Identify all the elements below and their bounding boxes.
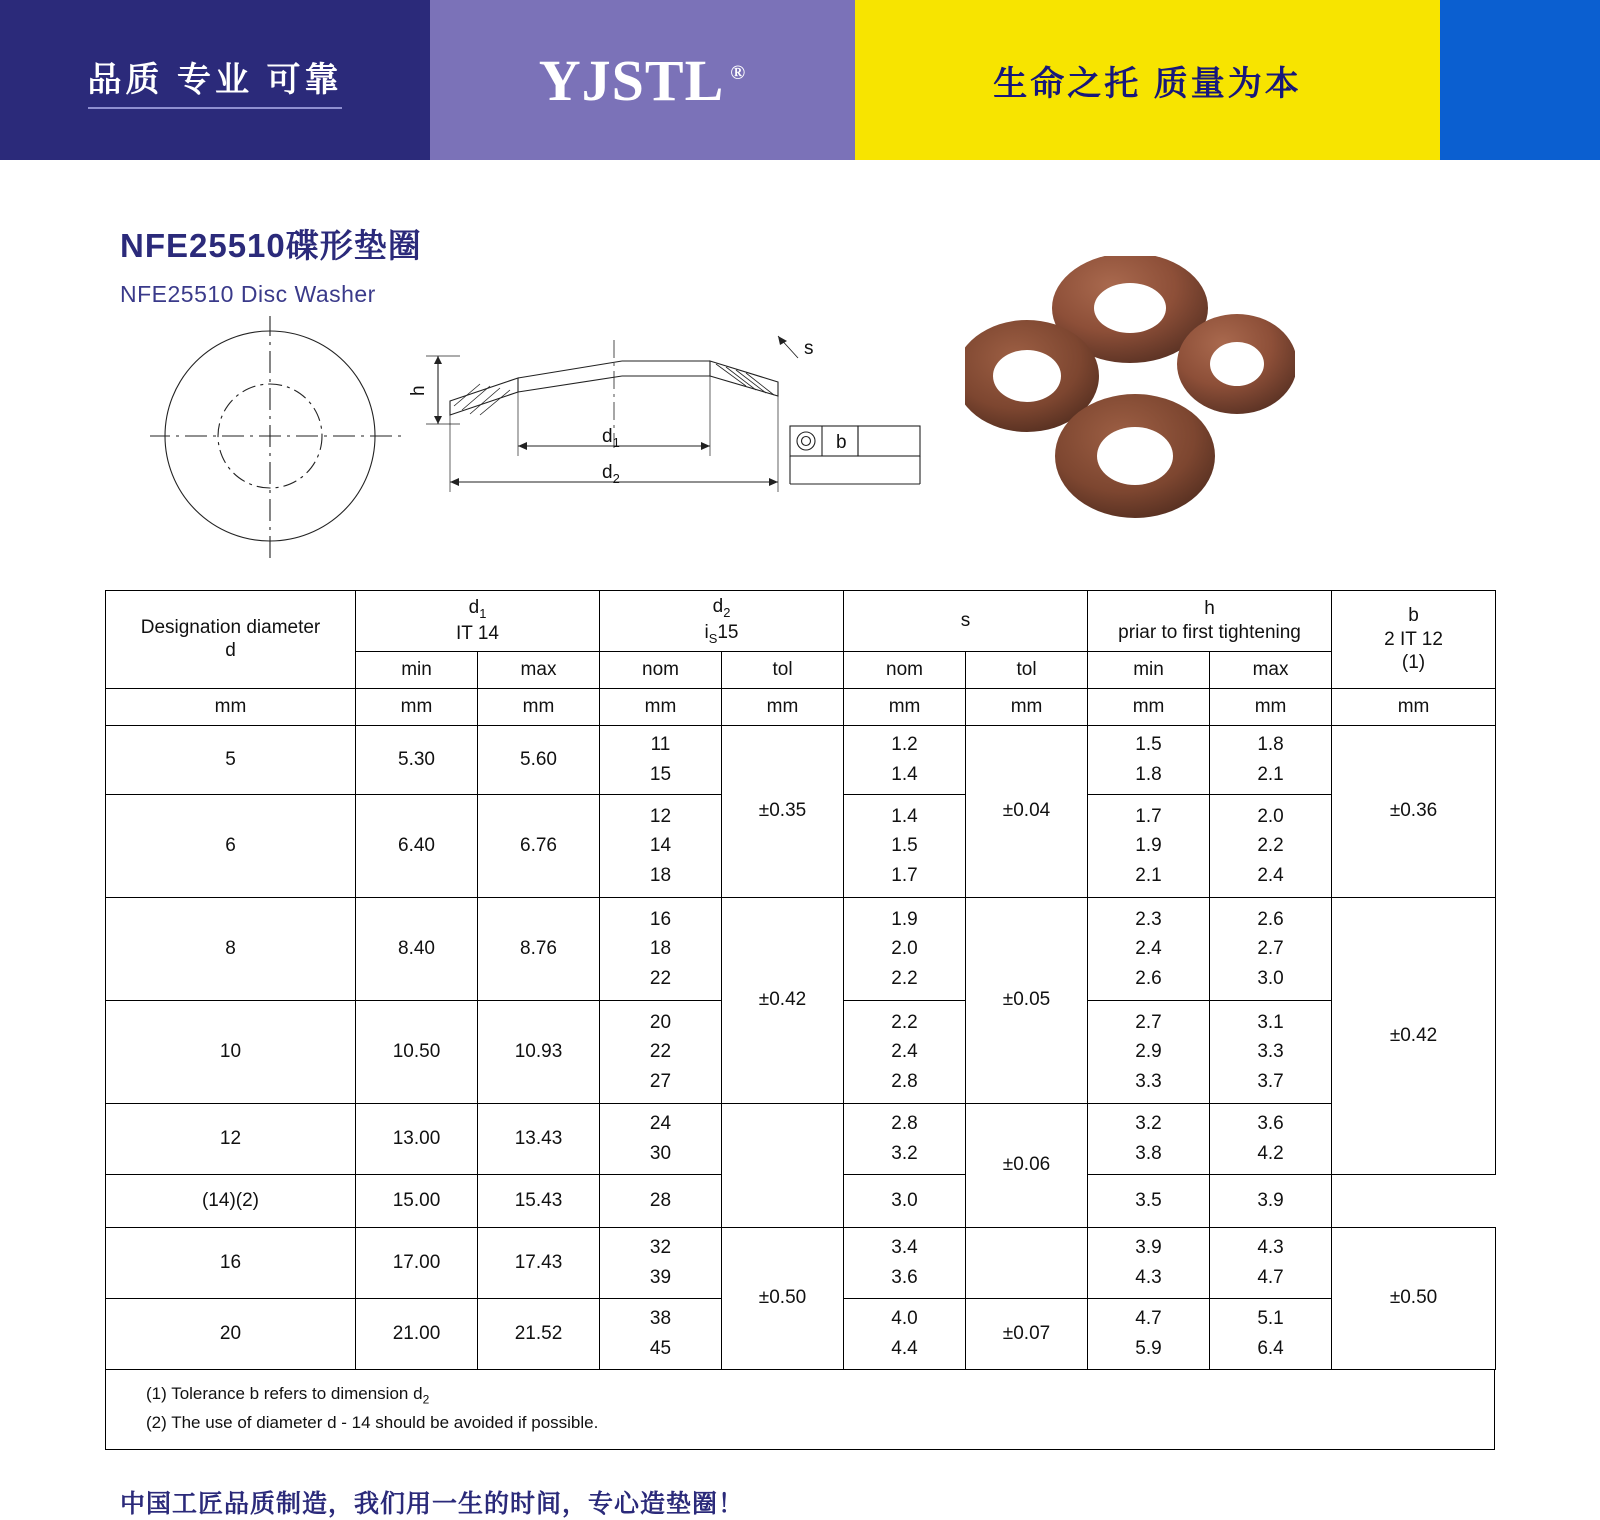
- cell-d: 6: [106, 794, 356, 897]
- cell-d1-min: 8.40: [356, 897, 478, 1000]
- unit-d1-max: mm: [478, 688, 600, 725]
- cell-d1-min: 17.00: [356, 1227, 478, 1298]
- cell-h-min: 1.5 1.8: [1088, 725, 1210, 794]
- cell-d: 12: [106, 1103, 356, 1174]
- brand-logo-text: YJSTL: [538, 47, 725, 113]
- th-d1-min: min: [356, 651, 478, 688]
- unit-h-min: mm: [1088, 688, 1210, 725]
- title-block: [0, 160, 1600, 308]
- cell-s-tol: ±0.07: [966, 1298, 1088, 1369]
- product-photo: [965, 256, 1295, 586]
- table-row: [106, 1227, 1496, 1298]
- header-blue-block: [1440, 0, 1600, 160]
- th-s-tol: tol: [966, 651, 1088, 688]
- header-right-panel: [855, 0, 1440, 160]
- cell-d1-min: 21.00: [356, 1298, 478, 1369]
- cell-d2-nom: 28: [600, 1174, 722, 1227]
- cell-d2-nom: 11 15: [600, 725, 722, 794]
- cell-s-tol: [966, 1227, 1088, 1298]
- cell-d2-tol: [722, 1103, 844, 1227]
- cell-b: ±0.36: [1332, 725, 1496, 897]
- unit-h-max: mm: [1210, 688, 1332, 725]
- th-d1-max: max: [478, 651, 600, 688]
- cell-d2-nom: 20 22 27: [600, 1000, 722, 1103]
- unit-s-nom: mm: [844, 688, 966, 725]
- th-h: h priar to first tightening: [1088, 591, 1332, 652]
- page-title-cn: NFE25510碟形垫圈: [120, 227, 422, 264]
- cell-d1-min: 5.30: [356, 725, 478, 794]
- cell-s-tol: ±0.06: [966, 1103, 1088, 1227]
- cell-h-min: 3.5: [1088, 1174, 1210, 1227]
- cell-d1-max: 5.60: [478, 725, 600, 794]
- cell-s-nom: 3.0: [844, 1174, 966, 1227]
- table-header-row-1: [106, 591, 1496, 652]
- cell-h-min: 2.7 2.9 3.3: [1088, 1000, 1210, 1103]
- cell-h-min: 1.7 1.9 2.1: [1088, 794, 1210, 897]
- header-logo-panel: [430, 0, 855, 160]
- dim-label-b: b: [836, 432, 847, 453]
- cell-d2-nom: 38 45: [600, 1298, 722, 1369]
- cell-d1-max: 10.93: [478, 1000, 600, 1103]
- footnote-1: (1) Tolerance b refers to dimension $d_2$: [146, 1383, 430, 1407]
- cell-d1-max: 8.76: [478, 897, 600, 1000]
- cell-d1-max: 21.52: [478, 1298, 600, 1369]
- th-designation: Designation diameter d: [106, 591, 356, 689]
- th-s-nom: nom: [844, 651, 966, 688]
- footnote-2: (2) The use of diameter d - 14 should be avoided if possible.: [146, 1413, 599, 1433]
- cell-h-max: 4.3 4.7: [1210, 1227, 1332, 1298]
- unit-b: mm: [1332, 688, 1496, 725]
- th-h-max: max: [1210, 651, 1332, 688]
- brand-logo: [539, 47, 746, 114]
- cell-b: ±0.42: [1332, 897, 1496, 1174]
- cell-h-max: 2.0 2.2 2.4: [1210, 794, 1332, 897]
- cell-d1-min: 10.50: [356, 1000, 478, 1103]
- cell-d1-max: 6.76: [478, 794, 600, 897]
- spec-table-wrap: [0, 590, 1600, 1450]
- cell-d: 5: [106, 725, 356, 794]
- dim-label-h: h: [408, 385, 429, 396]
- cell-s-nom: 1.2 1.4: [844, 725, 966, 794]
- cell-s-tol: ±0.04: [966, 725, 1088, 897]
- footer-slogan: 中国工匠品质制造，我们用一生的时间，专心造垫圈！: [120, 1489, 745, 1518]
- cell-h-min: 3.9 4.3: [1088, 1227, 1210, 1298]
- cell-d2-nom: 24 30: [600, 1103, 722, 1174]
- cell-s-tol: ±0.05: [966, 897, 1088, 1103]
- table-unit-row: [106, 688, 1496, 725]
- th-d2-tol: tol: [722, 651, 844, 688]
- technical-drawing: [150, 316, 950, 576]
- cell-d2-nom: 32 39: [600, 1227, 722, 1298]
- cell-d2-tol: ±0.42: [722, 897, 844, 1103]
- table-row: [106, 725, 1496, 794]
- cell-b: ±0.50: [1332, 1227, 1496, 1369]
- cell-h-max: 1.8 2.1: [1210, 725, 1332, 794]
- cell-d: 20: [106, 1298, 356, 1369]
- th-s: s: [844, 591, 1088, 652]
- th-h-min: min: [1088, 651, 1210, 688]
- cell-s-nom: 1.9 2.0 2.2: [844, 897, 966, 1000]
- cell-d1-max: 17.43: [478, 1227, 600, 1298]
- cell-s-nom: 3.4 3.6: [844, 1227, 966, 1298]
- unit-d2-tol: mm: [722, 688, 844, 725]
- th-d1: $d_1$ IT 14: [356, 591, 600, 652]
- cell-d: 16: [106, 1227, 356, 1298]
- cell-d: 8: [106, 897, 356, 1000]
- cell-d2-nom: 16 18 22: [600, 897, 722, 1000]
- header-left-panel: [0, 0, 430, 160]
- cell-s-nom: 2.8 3.2: [844, 1103, 966, 1174]
- cell-d: (14)(2): [106, 1174, 356, 1227]
- unit-d2-nom: mm: [600, 688, 722, 725]
- cell-d1-min: 15.00: [356, 1174, 478, 1227]
- th-d2: $d_2$ $i_S15$: [600, 591, 844, 652]
- cell-d1-max: 13.43: [478, 1103, 600, 1174]
- th-d2-nom: nom: [600, 651, 722, 688]
- cell-d1-min: 13.00: [356, 1103, 478, 1174]
- cell-s-nom: 2.2 2.4 2.8: [844, 1000, 966, 1103]
- header-left-slogan: 品质 专业 可靠: [88, 52, 343, 109]
- cell-h-min: 2.3 2.4 2.6: [1088, 897, 1210, 1000]
- cell-d2-tol: ±0.50: [722, 1227, 844, 1369]
- dim-label-d2: $d_2$: [602, 462, 620, 486]
- spec-table: [105, 590, 1496, 1370]
- cell-h-max: 5.1 6.4: [1210, 1298, 1332, 1369]
- unit-s-tol: mm: [966, 688, 1088, 725]
- cell-h-max: 3.1 3.3 3.7: [1210, 1000, 1332, 1103]
- cell-h-min: 3.2 3.8: [1088, 1103, 1210, 1174]
- dim-label-d1: $d_1$: [602, 426, 620, 450]
- drawing-area: [0, 316, 1600, 586]
- th-b: b 2 IT 12 (1): [1332, 591, 1496, 689]
- cell-h-max: 3.6 4.2: [1210, 1103, 1332, 1174]
- unit-d1-min: mm: [356, 688, 478, 725]
- cell-d1-min: 6.40: [356, 794, 478, 897]
- cell-d: 10: [106, 1000, 356, 1103]
- cell-d2-tol: ±0.35: [722, 725, 844, 897]
- cell-d1-max: 15.43: [478, 1174, 600, 1227]
- cell-d2-nom: 12 14 18: [600, 794, 722, 897]
- page-header: [0, 0, 1600, 160]
- unit-d: mm: [106, 688, 356, 725]
- cell-s-nom: 1.4 1.5 1.7: [844, 794, 966, 897]
- page-title-en: NFE25510 Disc Washer: [120, 281, 376, 307]
- cell-h-min: 4.7 5.9: [1088, 1298, 1210, 1369]
- registered-trademark-icon: ®: [730, 62, 747, 85]
- cell-h-max: 2.6 2.7 3.0: [1210, 897, 1332, 1000]
- table-row: [106, 1103, 1496, 1174]
- cell-s-nom: 4.0 4.4: [844, 1298, 966, 1369]
- table-footnotes: [105, 1370, 1495, 1450]
- cell-h-max: 3.9: [1210, 1174, 1332, 1227]
- dim-label-s: s: [804, 338, 814, 359]
- table-row: [106, 897, 1496, 1000]
- header-right-slogan: 生命之托 质量为本: [993, 64, 1302, 103]
